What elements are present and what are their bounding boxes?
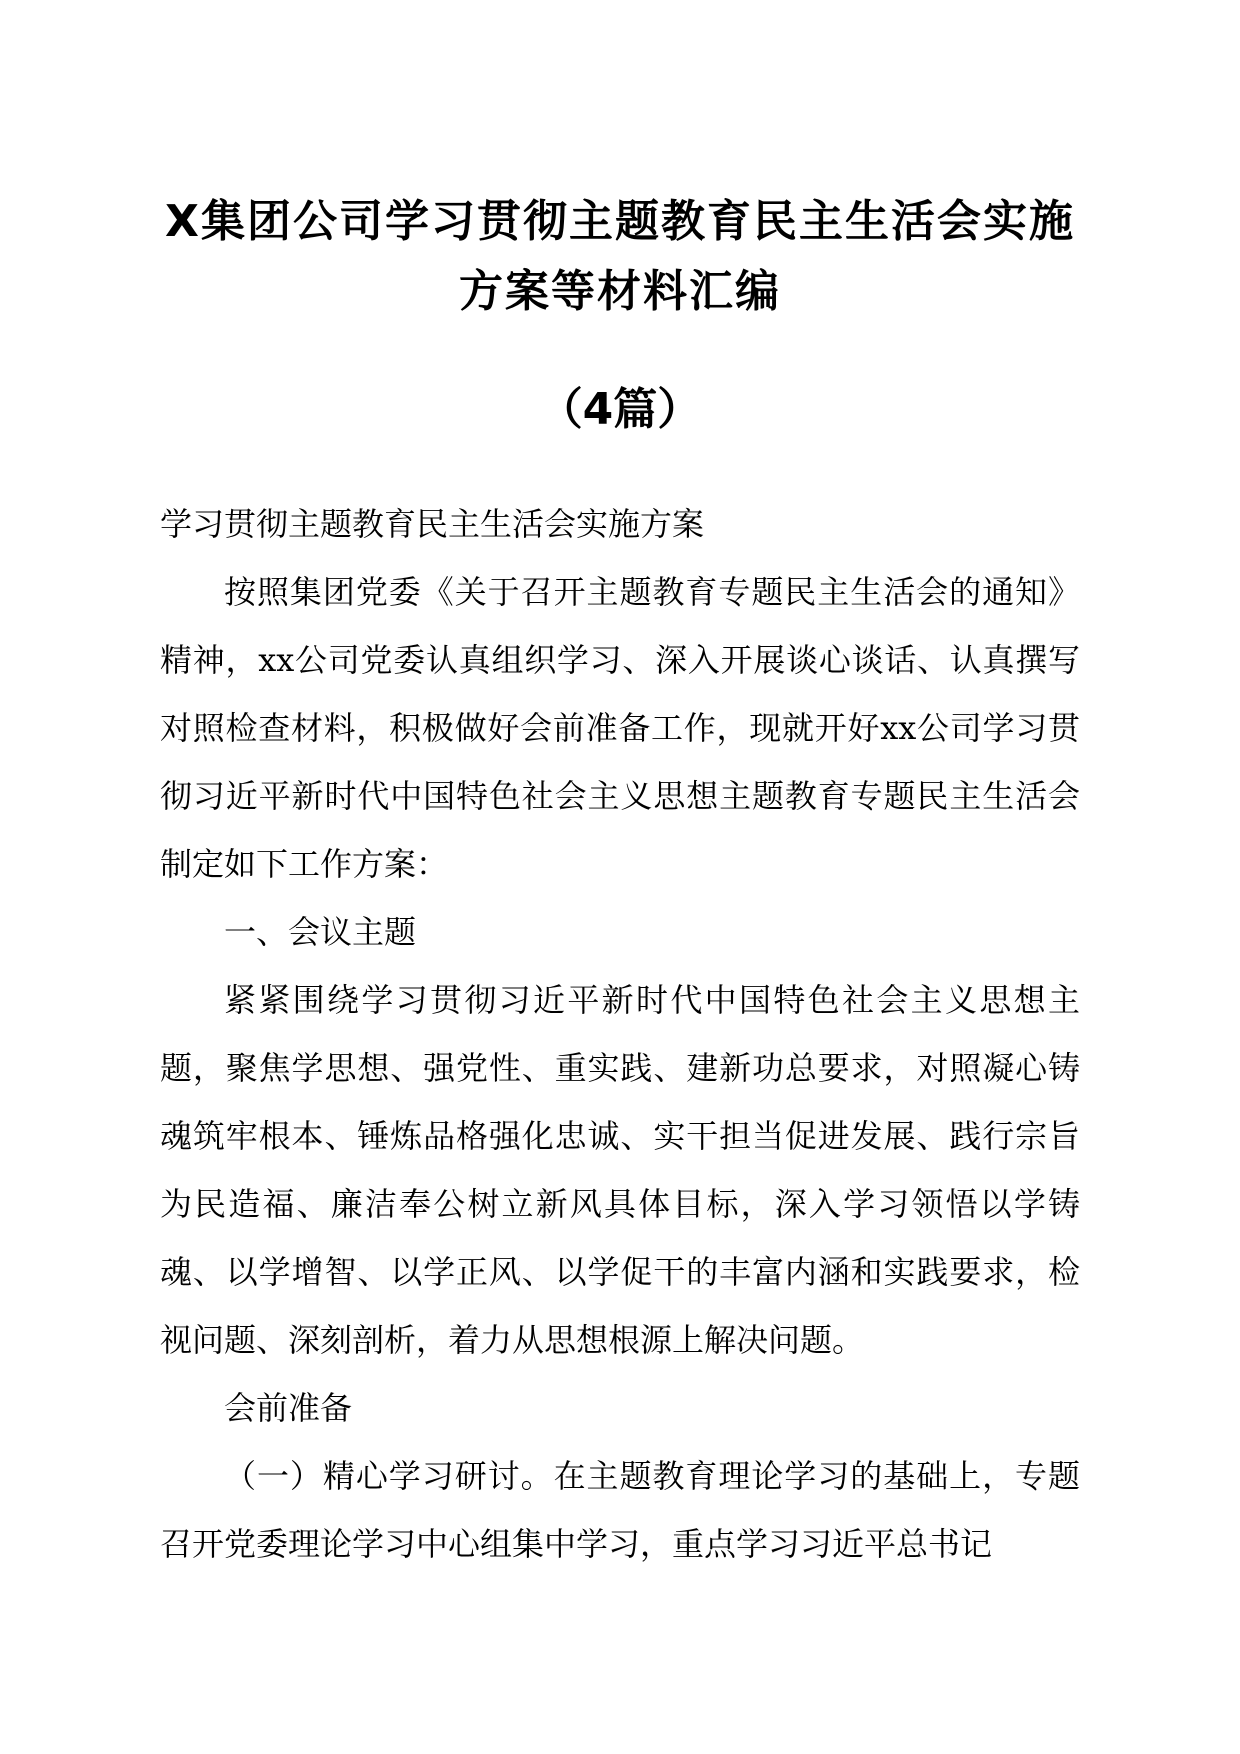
document-title-line-1: X集团公司学习贯彻主题教育民主生活会实施 <box>165 196 1075 247</box>
document-title-line-2: 方案等材料汇编 <box>459 266 781 317</box>
paragraph-meeting-theme: 紧紧围绕学习贯彻习近平新时代中国特色社会主义思想主题，聚焦学思想、强党性、重实践、建新功总要求，对照凝心铸魂筑牢根本、锤炼品格强化忠诚、实干担当促进发展、践行宗旨为民造福、廉洁奉公树立新风具体目标，深入学习领悟以学铸魂、以学增智、以学正风、以学促干的丰富内涵和实践要求，检视问题、深刻剖析，着力从思想根源上解决问题。 <box>160 981 1080 1359</box>
document-body <box>160 490 1080 1578</box>
heading-meeting-theme: 一、会议主题 <box>224 913 417 951</box>
paragraph-intro: 按照集团党委《关于召开主题教育专题民主生活会的通知》精神，xx公司党委认真组织学习、深入开展谈心谈话、认真撰写对照检查材料，积极做好会前准备工作，现就开好xx公司学习贯彻习近平新时代中国特色社会主义思想主题教育专题民主生活会制定如下工作方案： <box>160 573 1080 883</box>
article-count: （4篇） <box>538 384 702 435</box>
section-subtitle: 学习贯彻主题教育民主生活会实施方案 <box>160 505 705 543</box>
paragraph-study: （一）精心学习研讨。在主题教育理论学习的基础上，专题召开党委理论学习中心组集中学习，重点学习习近平总书记 <box>160 1457 1080 1563</box>
heading-preparation: 会前准备 <box>224 1389 353 1427</box>
